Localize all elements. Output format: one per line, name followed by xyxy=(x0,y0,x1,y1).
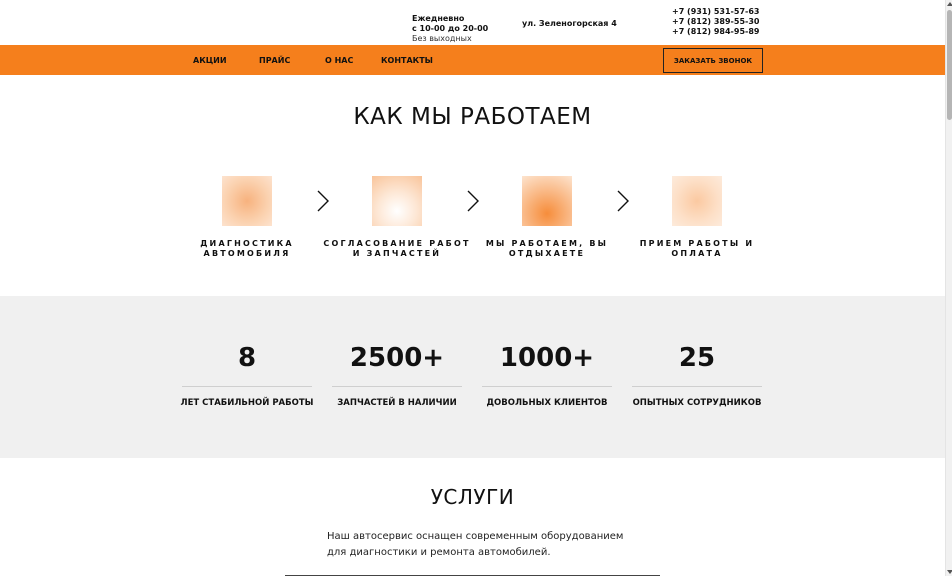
order-callback-button[interactable]: ЗАКАЗАТЬ ЗВОНОК xyxy=(663,48,763,73)
working-hours xyxy=(412,14,488,44)
stat-label: ОПЫТНЫХ СОТРУДНИКОВ xyxy=(632,398,762,408)
services-description: Наш автосервис оснащен современным оборудованием для диагностики и ремонта автомобилей. xyxy=(327,531,624,558)
chevron-right-icon xyxy=(467,190,479,212)
stat-divider xyxy=(182,386,312,387)
top-info-bar xyxy=(0,0,945,45)
hours-line-3: Без выходных xyxy=(412,34,472,43)
step-label: СОГЛАСОВАНИЕ РАБОТ И ЗАПЧАСТЕЙ xyxy=(323,239,471,258)
chevron-right-icon xyxy=(617,190,629,212)
chevron-right-icon xyxy=(317,190,329,212)
scroll-thumb[interactable] xyxy=(947,10,952,120)
step-image xyxy=(522,176,572,226)
stat-value: 25 xyxy=(678,343,716,373)
hours-line-1: Ежедневно xyxy=(412,14,465,23)
stat-divider xyxy=(482,386,612,387)
stat-divider xyxy=(332,386,462,387)
vertical-scrollbar[interactable] xyxy=(945,0,952,576)
stat-value: 2500+ xyxy=(349,343,445,373)
step-image xyxy=(672,176,722,226)
step-image xyxy=(222,176,272,226)
stat-label: ДОВОЛЬНЫХ КЛИЕНТОВ xyxy=(486,398,608,408)
phone-list xyxy=(672,7,759,37)
step-label: ПРИЕМ РАБОТЫ И ОПЛАТА xyxy=(639,239,755,258)
stat-value: 1000+ xyxy=(499,343,595,373)
step-label: МЫ РАБОТАЕМ, ВЫ ОТДЫХАЕТЕ xyxy=(485,239,609,258)
phone-link[interactable]: +7 (812) 984-95-89 xyxy=(672,27,760,36)
stat-divider xyxy=(632,386,762,387)
main-nav xyxy=(0,45,945,75)
step-image xyxy=(372,176,422,226)
stat-label: ЗАПЧАСТЕЙ В НАЛИЧИИ xyxy=(337,398,457,408)
services-title: УСЛУГИ xyxy=(430,485,515,509)
step-label: ДИАГНОСТИКА АВТОМОБИЛЯ xyxy=(200,239,294,258)
nav-item-about[interactable]: О НАС xyxy=(325,56,354,65)
stat-label: ЛЕТ СТАБИЛЬНОЙ РАБОТЫ xyxy=(180,398,314,408)
nav-item-promotions[interactable]: АКЦИИ xyxy=(193,56,227,65)
nav-item-prices[interactable]: ПРАЙС xyxy=(259,56,291,65)
hours-line-2: с 10-00 до 20-00 xyxy=(412,24,489,33)
how-we-work-title: КАК МЫ РАБОТАЕМ xyxy=(353,104,592,130)
nav-item-contacts[interactable]: КОНТАКТЫ xyxy=(381,56,433,65)
scroll-up-icon[interactable] xyxy=(947,2,952,6)
phone-link[interactable]: +7 (812) 389-55-30 xyxy=(672,17,760,26)
stats-section xyxy=(0,296,945,458)
stat-value: 8 xyxy=(237,343,257,373)
phone-link[interactable]: +7 (931) 531-57-63 xyxy=(672,7,760,16)
address: ул. Зеленогорская 4 xyxy=(522,19,617,28)
scroll-down-icon[interactable] xyxy=(947,570,952,574)
